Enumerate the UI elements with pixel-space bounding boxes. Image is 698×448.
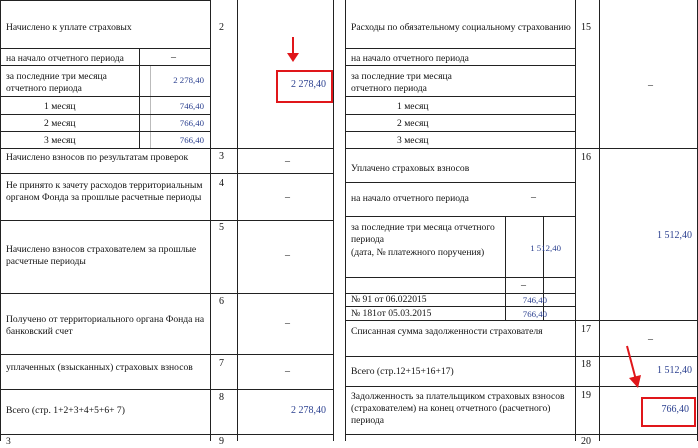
row-7-number: 7 (219, 358, 224, 369)
row-5-number: 5 (219, 222, 224, 233)
left-month2-value: 766,40 (179, 118, 204, 128)
left-month1-label: 1 месяц (44, 101, 76, 112)
row-19-label: Задолженность за плательщиком страховых взносов (страхователем) на конец отчетного (расчетного) периода (351, 391, 565, 426)
paid-start-period-value: – (531, 192, 536, 203)
row-16-number: 16 (581, 152, 591, 163)
left-month3-value: 766,40 (179, 135, 204, 145)
row-19-number: 19 (581, 390, 591, 401)
row-9-label: 3 (6, 436, 11, 447)
row-3-label: Начислено взносов по результатам проверок (6, 152, 189, 163)
row-8-label: Всего (стр. 1+2+3+4+5+6+ 7) (6, 405, 125, 416)
right-month1-label: 1 месяц (397, 101, 429, 112)
left-month3-label: 3 месяц (44, 135, 76, 146)
row-9-number: 9 (219, 436, 224, 447)
right-month3-label: 3 месяц (397, 135, 429, 146)
left-last3-label: за последние три месяца отчетного периода (6, 71, 107, 94)
payment-order-1: № 91 от 06.022015 (351, 294, 427, 305)
row-17-label: Списанная сумма задолженности страхователя (351, 326, 543, 337)
left-month1-value: 746,40 (179, 101, 204, 111)
row-4-label: Не принято к зачету расходов территориальным органом Фонда за прошлые расчетные периоды (6, 180, 203, 203)
row-3-number: 3 (219, 151, 224, 162)
row-8-value: 2 278,40 (291, 405, 326, 416)
paid-blank-value: – (521, 280, 526, 291)
row-16-label: Уплачено страховых взносов (351, 163, 470, 174)
left-start-period-value: – (171, 52, 176, 63)
row-2-label: Начислено к уплате страховых (6, 22, 132, 33)
payment-order-2-value: 766,40 (522, 309, 547, 319)
row-18-number: 18 (581, 359, 591, 370)
row-6-number: 6 (219, 296, 224, 307)
row-7-label: уплаченных (взысканных) страховых взносов (6, 362, 193, 373)
row-2-total: 2 278,40 (291, 79, 326, 90)
row-15-number: 15 (581, 22, 591, 33)
row-4-value: – (285, 192, 290, 203)
paid-last3-note: (дата, № платежного поручения) (351, 247, 485, 258)
payment-order-2: № 181от 05.03.2015 (351, 308, 432, 319)
right-month2-label: 2 месяц (397, 118, 429, 129)
row-8-number: 8 (219, 392, 224, 403)
row-6-value: – (285, 318, 290, 329)
row-15-label: Расходы по обязательному социальному страхованию (351, 22, 571, 33)
row-18-label: Всего (стр.12+15+16+17) (351, 366, 454, 377)
left-last3-value: 2 278,40 (173, 75, 204, 85)
row-6-label: Получено от территориального органа Фонда на банковский счет (6, 314, 205, 337)
row-5-label: Начислено взносов страхователем за прошлые расчетные периоды (6, 244, 197, 267)
paid-last3-label: за последние три месяца отчетного периода (351, 222, 495, 245)
row-20-number: 20 (581, 436, 591, 447)
paid-start-period-label: на начало отчетного периода (351, 193, 469, 204)
right-last3-label: за последние три месяца отчетного периода (351, 71, 452, 94)
row-15-value: – (648, 80, 653, 91)
row-16-value: 1 512,40 (657, 230, 692, 241)
row-19-value: 766,40 (661, 404, 689, 415)
row-5-value: – (285, 250, 290, 261)
row-17-value: – (648, 334, 653, 345)
row-18-value: 1 512,40 (657, 365, 692, 376)
row-2-number: 2 (219, 22, 224, 33)
payment-order-1-value: 746,40 (522, 295, 547, 305)
right-start-period-label: на начало отчетного периода (351, 53, 469, 64)
left-start-period-label: на начало отчетного периода (6, 53, 124, 64)
paid-last3-value: 1 512,40 (530, 243, 561, 253)
row-7-value: – (285, 366, 290, 377)
row-17-number: 17 (581, 324, 591, 335)
row-4-number: 4 (219, 178, 224, 189)
row-3-value: – (285, 156, 290, 167)
left-month2-label: 2 месяц (44, 118, 76, 129)
